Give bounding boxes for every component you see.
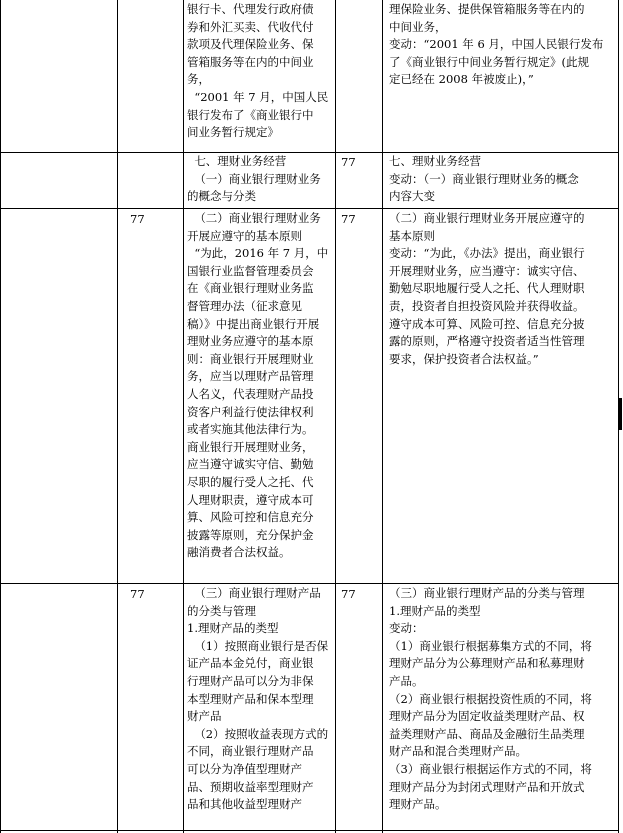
new-text-cell: （二）商业银行理财业务开展应遵守的 基本原则 变动：“为此，《办法》提出，商业银行 开展理财业务，应当遵守：诚实守信、 勤勉尽职地履行受人之托、代人理财职 责，投资者自担投资风险并获得收益。 遵守成本可算、风险可控、信息充分披 露的原则，严格遵守投资者适当性管理 要求，保护投资者合法权益。” — [389, 211, 585, 366]
row-divider — [0, 583, 619, 584]
old-text-cell: 银行卡、代理发行政府债 券和外汇买卖、代收代付 款项及代理保险业务、保 管箱服务等在内的中间业 务， “2001 年 7 月，中国人民 银行发布了《商业银行中 间业务暂行规定》 — [187, 2, 329, 140]
new-text-cell: 七、理财业务经营 变动：（一）商业银行理财业务的概念 内容大变 — [389, 154, 579, 204]
column-divider — [335, 0, 336, 833]
column-divider — [183, 0, 184, 833]
page-number-new: 77 — [341, 212, 356, 226]
column-divider — [382, 0, 383, 833]
table-border-left — [0, 0, 1, 833]
edge-marker — [619, 398, 622, 430]
new-text-cell: （三）商业银行理财产品的分类与管理 1.理财产品的类型 变动： （1）商业银行根据募集方式的不同，将 理财产品分为公募理财产品和私募理财 产品。 （2）商业银行根据投资性质的不同，将 理财产品分为固定收益类理财产品、权 益类理财产品、商品及金融衍生品类理 财产品和混合类理财产品。 （3）商业银行根据运作方式的不同，将 理财产品分为封闭式理财产品和开放式 理财产品。 — [389, 586, 592, 812]
page-number-new: 77 — [341, 587, 356, 601]
page-number-old: 77 — [130, 587, 145, 601]
old-text-cell: （二）商业银行理财业务 开展应遵守的基本原则 “为此，2016 年 7 月，中 国银行业监督管理委员会 在《商业银行理财业务监 督管理办法（征求意见 稿）》中提出商业银行开展 理财业务应遵守的基本原 则：商业银行开展理财业 务，应当以理财产品管理 人名义，代表理财产品投 资客户利益行使法律权利 或者实施其他法律行为。 商业银行开展理财业务， 应当遵守诚实守信、勤勉 尽职的履行受人之托、代 人理财职责，遵守成本可 算、风险可控和信息充分 披露等原则，充分保护金 融消费者合法权益。 — [187, 211, 329, 560]
page-number-new: 77 — [341, 155, 356, 169]
old-text-cell: 七、理财业务经营 （一）商业银行理财业务 的概念与分类 — [187, 154, 321, 204]
row-divider — [0, 208, 619, 209]
new-text-cell: 理保险业务、提供保管箱服务等在内的 中间业务， 变动：“2001 年 6 月，中国人民银行发布 了《商业银行中间业务暂行规定》(此规 定已经在 2008 年被废止)，” — [389, 2, 604, 87]
table-border-bottom — [0, 830, 619, 831]
column-divider — [117, 0, 118, 833]
old-text-cell: （三）商业银行理财产品 的分类与管理 1.理财产品的类型 （1）按照商业银行是否保 证产品本金兑付，商业银 行理财产品可以分为非保 本型理财产品和保本型理 财产品 （2）按照收益表现方式的 不同，商业银行理财产品 可以分为净值型理财产 品、预期收益率型理财产 品和其他收益型理财产 — [187, 586, 329, 812]
page-number-old: 77 — [130, 212, 145, 226]
